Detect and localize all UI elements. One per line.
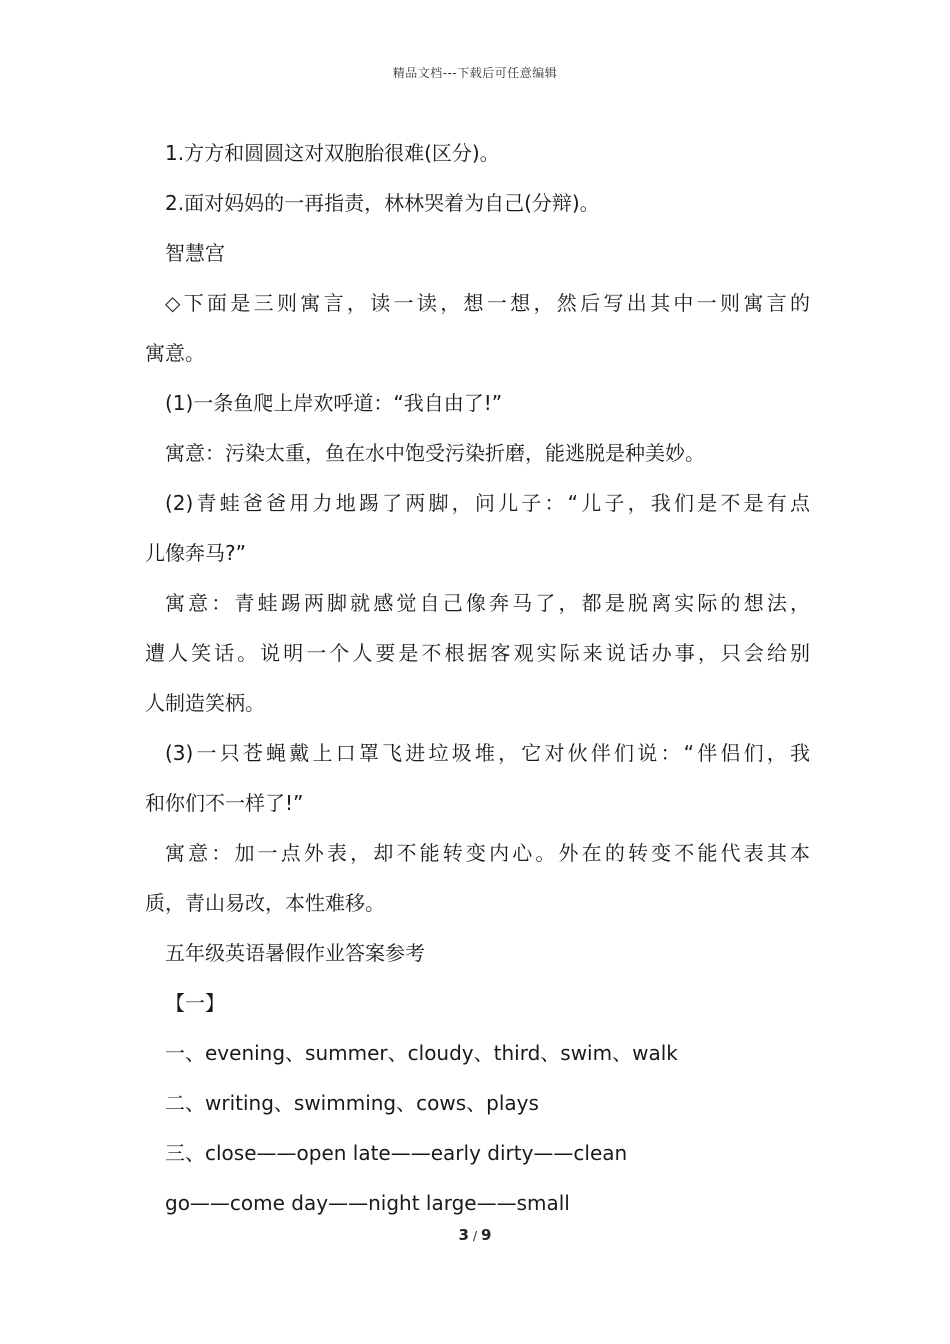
text-line: 和你们不一样了!” [145, 791, 304, 815]
text-line: (1)一条鱼爬上岸欢呼道：“我自由了!” [165, 391, 503, 415]
text-line: 2.面对妈妈的一再指责，林林哭着为自己(分辩)。 [165, 191, 600, 215]
page-header: 精品文档---下载后可任意编辑 [392, 66, 558, 80]
text-line: 人制造笑柄。 [145, 691, 265, 715]
text-line: 寓意：污染太重，鱼在水中饱受污染折磨，能逃脱是种美妙。 [165, 441, 705, 465]
text-line: 质，青山易改，本性难移。 [145, 891, 385, 915]
text-line: 遭人笑话。说明一个人要是不根据客观实际来说话办事，只会给别 [145, 641, 810, 665]
answer-line: 三、close——open late——early dirty——clean [165, 1141, 628, 1165]
section-heading: 【一】 [165, 991, 225, 1015]
text-line: 寓意。 [145, 341, 205, 365]
section-heading: 智慧宫 [165, 241, 225, 265]
text-line: 寓意：加一点外表，却不能转变内心。外在的转变不能代表其本 [165, 841, 810, 865]
text-line: (3)一只苍蝇戴上口罩飞进垃圾堆，它对伙伴们说：“伴侣们，我 [165, 741, 810, 765]
text-line: (2)青蛙爸爸用力地踢了两脚，问儿子：“儿子，我们是不是有点 [165, 491, 810, 515]
document-body [145, 128, 810, 1228]
answer-line: go——come day——night large——small [165, 1191, 570, 1215]
section-heading: 五年级英语暑假作业答案参考 [165, 941, 425, 965]
current-page: 3 [458, 1226, 469, 1244]
text-line: 儿像奔马?” [145, 541, 246, 565]
page-number [0, 1226, 950, 1244]
answer-line: 一、evening、summer、cloudy、third、swim、walk [165, 1041, 678, 1065]
total-pages: 9 [481, 1226, 492, 1244]
answer-line: 二、writing、swimming、cows、plays [165, 1091, 539, 1115]
text-line: 1.方方和圆圆这对双胞胎很难(区分)。 [165, 141, 500, 165]
text-line: 寓意：青蛙踢两脚就感觉自己像奔马了，都是脱离实际的想法， [165, 591, 810, 615]
text-line: ◇下面是三则寓言，读一读，想一想，然后写出其中一则寓言的 [165, 291, 810, 315]
page-separator: / [472, 1229, 478, 1243]
